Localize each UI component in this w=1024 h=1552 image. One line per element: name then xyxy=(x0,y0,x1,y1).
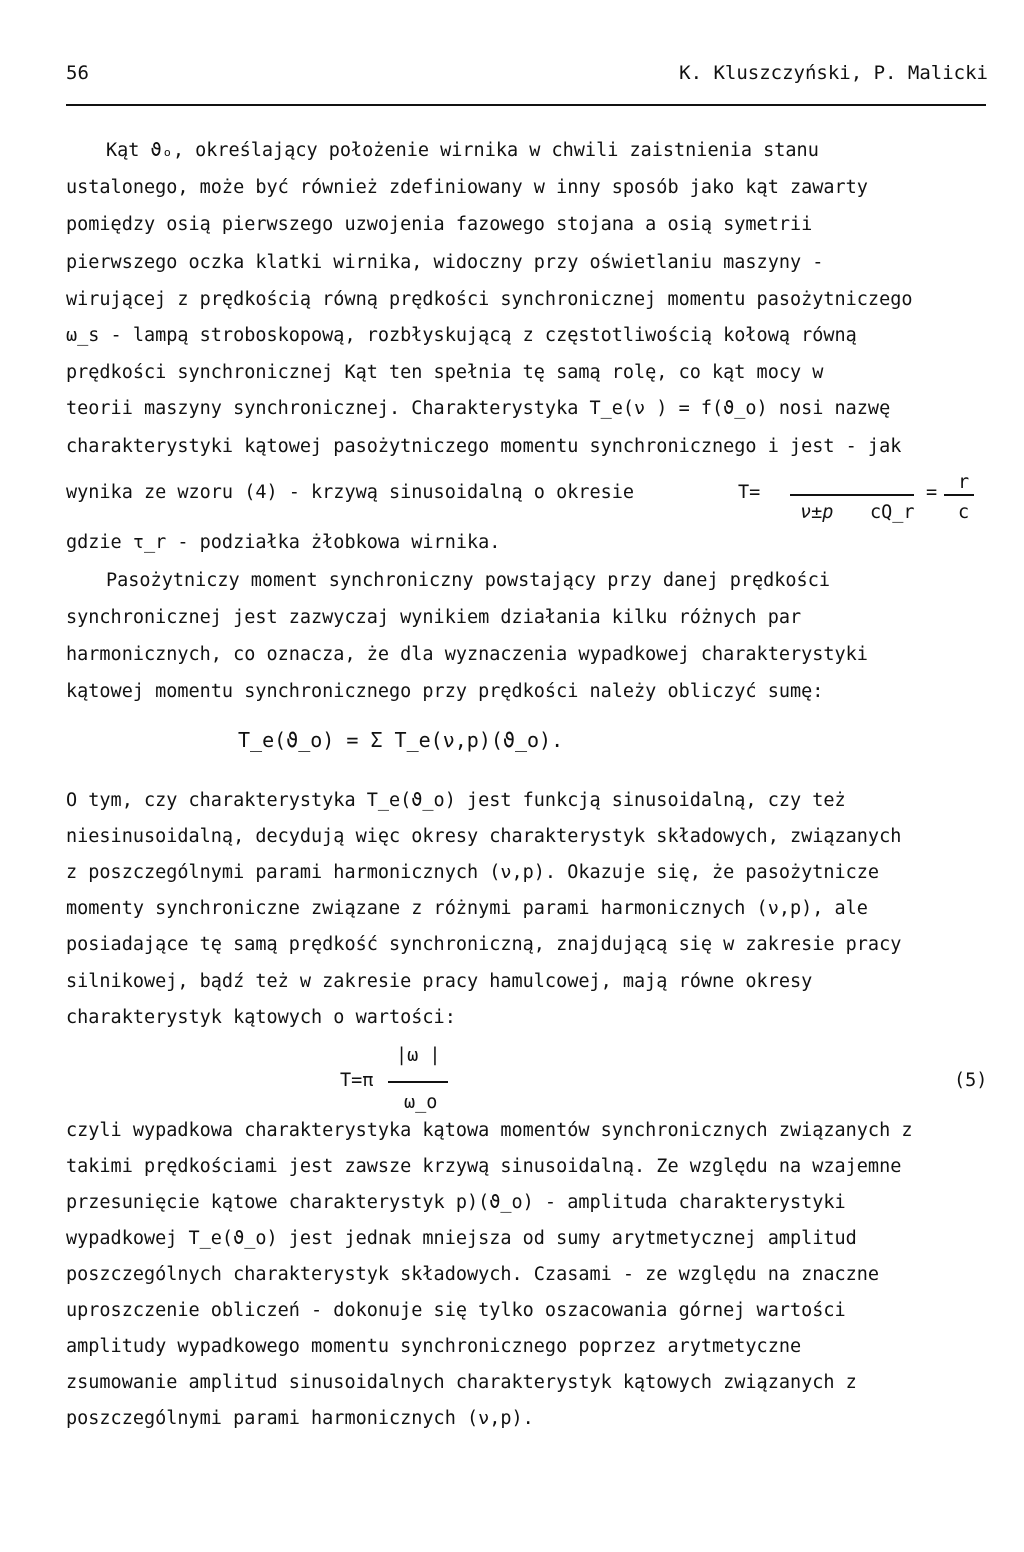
text-line: pomiędzy osią pierwszego uzwojenia fazowego stojana a osią symetrii xyxy=(66,214,813,235)
text-line: synchronicznej jest zazwyczaj wynikiem działania kilku różnych par xyxy=(66,607,802,628)
text-line: posiadające tę samą prędkość synchroniczną, znajdującą się w zakresie pracy xyxy=(66,934,902,955)
text-line: niesinusoidalną, decydują więc okresy charakterystyk składowych, związanych xyxy=(66,826,902,847)
text-line: z poszczególnymi parami harmonicznych (ν,p). Okazuje się, że pasożytnicze xyxy=(66,862,880,883)
page: 56 K. Kluszczyński, P. Malicki Kąt ϑₒ, określający położenie wirnika w chwili zaistnienia stanu ustalonego, może być również zdefiniowany w inny sposób jako kąt zawarty pomiędzy osią pierwszego uzwojenia fazowego stojana a osią symetrii pierwszego oczka klatki wirnika, widoczny przy oświetlaniu maszyny - wirującej z prędkością równą prędkości synchronicznej momentu pasożytniczego ω_s - lampą stroboskopową, rozbłyskującą z częstotliwością kołową równą prędkości synchronicznej Kąt ten spełnia tę samą rolę, co kąt mocy w teorii maszyny synchronicznej. Charakterystyka T_e(ν ) = f(ϑ_o) nosi nazwę charakterystyki kątowej pasożytniczego momentu synchronicznego i jest - jak wynika ze wzoru (4) - krzywą sinusoidalną o okresie T= ν±p cQ_r = r c gdzie τ_r - podziałka żłobkowa wirnika. Pasożytniczy moment synchroniczny powstający przy danej prędkości synchronicznej jest zazwyczaj wynikiem działania kilku różnych par harmonicznych, co oznacza, że dla wyznaczenia wypadkowej charakterystyki kątowej momentu synchronicznego przy prędkości należy obliczyć sumę: T_e(ϑ_o) = Σ T_e(ν,p)(ϑ_o). O tym, czy charakterystyka T_e(ϑ_o) jest funkcją sinusoidalną, czy też niesinusoidalną, decydują więc okresy charakterystyk składowych, związanych z poszczególnymi parami harmonicznych (ν,p). Okazuje się, że pasożytnicze momenty synchroniczne związane z różnymi parami harmonicznych (ν,p), ale posiadające tę samą prędkość synchroniczną, znajdującą się w zakresie pracy silnikowej, bądź też w zakresie pracy hamulcowej, mają równe okresy charakterystyk kątowych o wartości: |ω | T=π ω_o (5) czyli wypadkowa charakterystyka kątowa momentów synchronicznych związanych z takimi prędkościami jest zawsze krzywą sinusoidalną. Ze względu na wzajemne przesunięcie kątowe charakterystyk p)(ϑ_o) - amplituda charakterystyki wypadkowej T_e(ϑ_o) jest jednak mniejsza od sumy arytmetycznej amplitud poszczególnych charakterystyk składowych. Czasami - ze względu na znaczne uproszczenie obliczeń - dokonuje się tylko oszacowania górnej wartości amplitudy wypadkowego momentu synchronicznego poprzez arytmetyczne zsumowanie amplitud sinusoidalnych charakterystyk kątowych związanych z poszczególnymi parami harmonicznych (ν,p). xyxy=(0,0,1024,1552)
text-line: takimi prędkościami jest zawsze krzywą sinusoidalną. Ze względu na wzajemne xyxy=(66,1156,902,1177)
page-header xyxy=(66,62,988,92)
page-number: 56 xyxy=(66,62,89,84)
text-line: gdzie τ_r - podziałka żłobkowa wirnika. xyxy=(66,532,501,553)
header-rule xyxy=(66,104,986,106)
equation-label: (5) xyxy=(954,1070,988,1091)
text-line: przesunięcie kątowe charakterystyk p)(ϑ_o) - amplituda charakterystyki xyxy=(66,1192,846,1213)
text-line: O tym, czy charakterystyka T_e(ϑ_o) jest funkcją sinusoidalną, czy też xyxy=(66,790,846,811)
text-line: poszczególnymi parami harmonicznych (ν,p). xyxy=(66,1408,534,1429)
text-line: wirującej z prędkością równą prędkości synchronicznej momentu pasożytniczego xyxy=(66,289,913,310)
text-line: zsumowanie amplitud sinusoidalnych charakterystyk kątowych związanych z xyxy=(66,1372,857,1393)
text-line: kątowej momentu synchronicznego przy prędkości należy obliczyć sumę: xyxy=(66,681,824,702)
text-line: Pasożytniczy moment synchroniczny powstający przy danej prędkości xyxy=(106,570,830,591)
text-line: teorii maszyny synchronicznej. Charakterystyka T_e(ν ) = f(ϑ_o) nosi nazwę xyxy=(66,398,891,419)
text-line: wypadkowej T_e(ϑ_o) jest jednak mniejsza od sumy arytmetycznej amplitud xyxy=(66,1228,857,1249)
text-line: amplitudy wypadkowego momentu synchronicznego poprzez arytmetyczne xyxy=(66,1336,802,1357)
text-line: ustalonego, może być również zdefiniowany w inny sposób jako kąt zawarty xyxy=(66,177,868,198)
text-line: ω_s - lampą stroboskopową, rozbłyskującą z częstotliwością kołową równą xyxy=(66,325,857,346)
text-line: poszczególnych charakterystyk składowych. Czasami - ze względu na znaczne xyxy=(66,1264,880,1285)
text-line: pierwszego oczka klatki wirnika, widoczny przy oświetlaniu maszyny - xyxy=(66,252,824,273)
text-line: uproszczenie obliczeń - dokonuje się tylko oszacowania górnej wartości xyxy=(66,1300,846,1321)
text-line: silnikowej, bądź też w zakresie pracy hamulcowej, mają równe okresy xyxy=(66,971,813,992)
text-line: prędkości synchronicznej Kąt ten spełnia tę samą rolę, co kąt mocy w xyxy=(66,362,824,383)
text-line: harmonicznych, co oznacza, że dla wyznaczenia wypadkowej charakterystyki xyxy=(66,644,868,665)
text-line: wynika ze wzoru (4) - krzywą sinusoidalną o okresie xyxy=(66,482,635,503)
text-line: czyli wypadkowa charakterystyka kątowa momentów synchronicznych związanych z xyxy=(66,1120,913,1141)
text-line: Kąt ϑₒ, określający położenie wirnika w chwili zaistnienia stanu xyxy=(106,140,819,161)
text-line: charakterystyki kątowej pasożytniczego momentu synchronicznego i jest - jak xyxy=(66,436,902,457)
text-line: charakterystyk kątowych o wartości: xyxy=(66,1007,456,1028)
running-head-authors: K. Kluszczyński, P. Malicki xyxy=(679,62,988,84)
sum-formula: T_e(ϑ_o) = Σ T_e(ν,p)(ϑ_o). xyxy=(238,728,564,752)
text-line: momenty synchroniczne związane z różnymi parami harmonicznych (ν,p), ale xyxy=(66,898,868,919)
